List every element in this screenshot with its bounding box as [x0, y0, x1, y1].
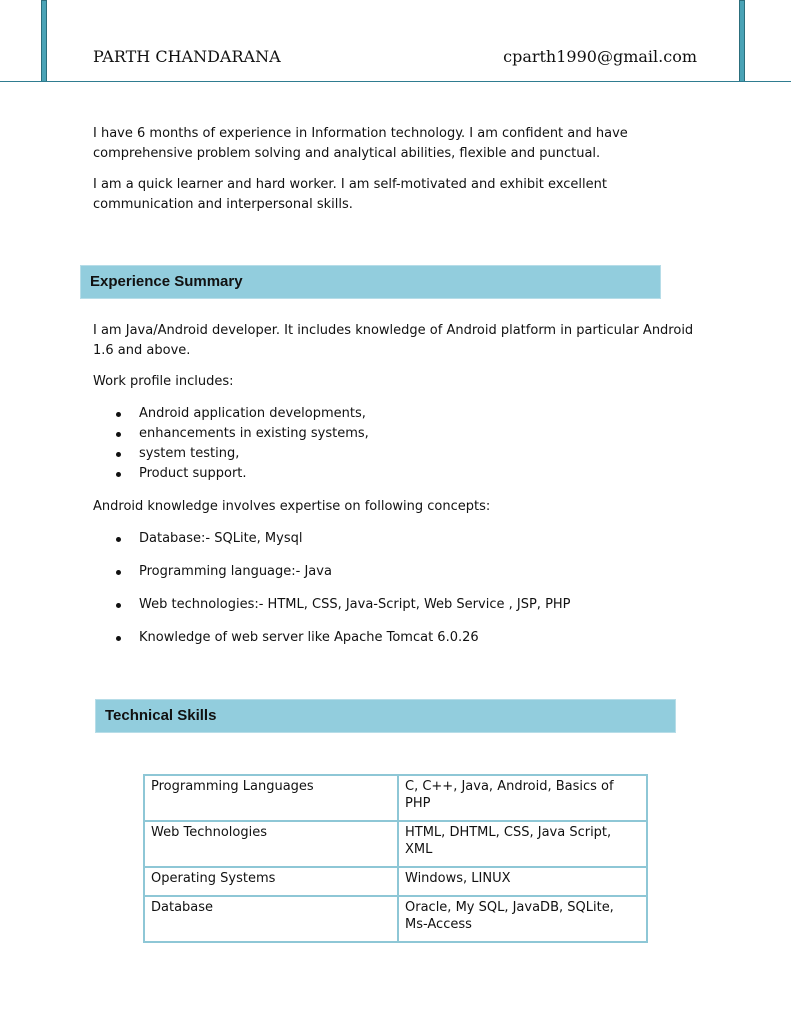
- skill-value: C, C++, Java, Android, Basics of PHP: [398, 775, 647, 821]
- list-item: Database:- SQLite, Mysql: [93, 529, 571, 549]
- list-item: Android application developments,: [93, 404, 369, 424]
- header-left-accent-bar: [41, 0, 47, 82]
- skill-value: Windows, LINUX: [398, 867, 647, 896]
- skill-category: Web Technologies: [144, 821, 398, 867]
- table-row: [144, 867, 647, 896]
- list-item: Product support.: [93, 464, 369, 484]
- candidate-email: cparth1990@gmail.com: [503, 47, 697, 66]
- intro-paragraph-2: I am a quick learner and hard worker. I am self-motivated and exhibit excellent communication and interpersonal skills.: [93, 177, 607, 212]
- experience-summary-heading: Experience Summary: [80, 265, 661, 299]
- skill-category: Programming Languages: [144, 775, 398, 821]
- knowledge-list: [93, 529, 571, 648]
- table-row: [144, 821, 647, 867]
- list-item: system testing,: [93, 444, 369, 464]
- experience-intro: I am Java/Android developer. It includes knowledge of Android platform in particular Android 1.6 and above.: [93, 323, 694, 358]
- intro-paragraph-1: I have 6 months of experience in Information technology. I am confident and have comprehensive problem solving and analytical abilities, flexible and punctual.: [93, 126, 628, 161]
- table-row: [144, 896, 647, 942]
- skill-category: Operating Systems: [144, 867, 398, 896]
- candidate-name: PARTH CHANDARANA: [93, 47, 281, 66]
- skill-category: Database: [144, 896, 398, 942]
- list-item: Knowledge of web server like Apache Tomcat 6.0.26: [93, 628, 571, 648]
- work-profile-label: Work profile includes:: [93, 374, 234, 389]
- knowledge-label: Android knowledge involves expertise on following concepts:: [93, 499, 491, 514]
- skills-table: [143, 774, 648, 943]
- table-row: [144, 775, 647, 821]
- list-item: Web technologies:- HTML, CSS, Java-Script, Web Service , JSP, PHP: [93, 595, 571, 615]
- technical-skills-heading: Technical Skills: [95, 699, 676, 733]
- work-profile-list: [93, 404, 369, 484]
- skill-value: HTML, DHTML, CSS, Java Script, XML: [398, 821, 647, 867]
- list-item: Programming language:- Java: [93, 562, 571, 582]
- list-item: enhancements in existing systems,: [93, 424, 369, 444]
- header-rule: [0, 81, 791, 82]
- skill-value: Oracle, My SQL, JavaDB, SQLite, Ms-Access: [398, 896, 647, 942]
- header-right-accent-bar: [739, 0, 745, 82]
